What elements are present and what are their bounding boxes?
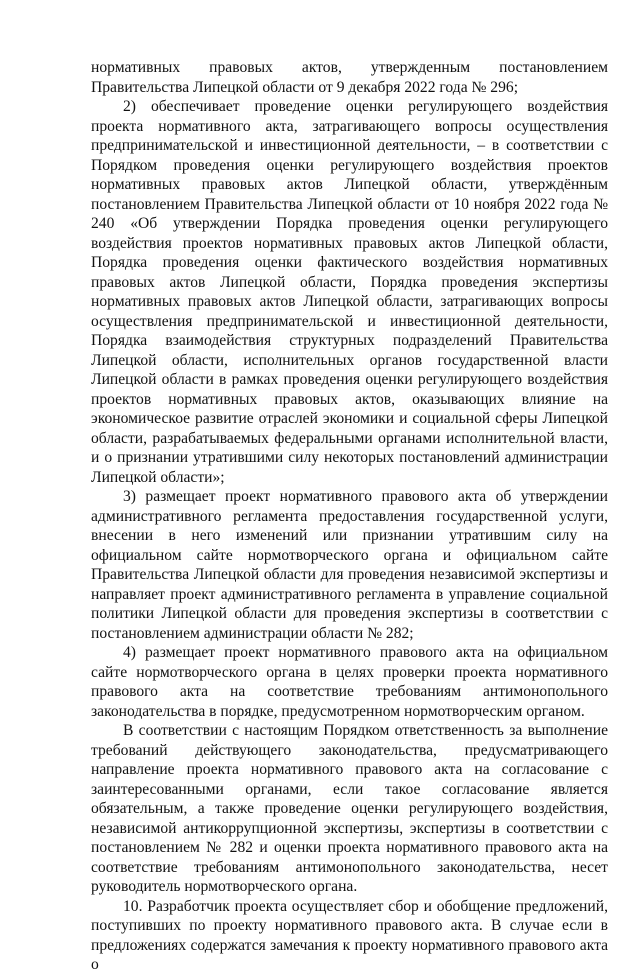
paragraph-item-4: 4) размещает проект нормативного правового акта на официальном сайте нормотворческого органа в целях проверки проекта нормативного правового акта на соответствие требованиям антимонопольного законодательства в порядке, предусмотренном нормотворческим органом. xyxy=(91,644,608,720)
paragraph-10: 10. Разработчик проекта осуществляет сбор и обобщение предложений, поступивших по проекту нормативного правового акта. В случае если в предложениях содержатся замечания к проекту нормативного правового акта о xyxy=(91,897,608,973)
paragraph-item-2: 2) обеспечивает проведение оценки регулирующего воздействия проекта нормативного акта, затрагивающего вопросы осуществления предпринимательской и инвестиционной деятельности, – в соответствии с Порядком проведения оценки регулирующего воздействия проектов нормативных правовых актов Липецкой области, утверждённым постановлением Правительства Липецкой области от 10 ноября 2022 года № 240 «Об утверждении Порядка проведения оценки регулирующего воздействия проектов нормативных правовых актов Липецкой области, Порядка проведения оценки фактического воздействия нормативных правовых актов Липецкой области, Порядка проведения экспертизы нормативных правовых актов Липецкой области, затрагивающих вопросы осуществления предпринимательской и инвестиционной деятельности, Порядка взаимодействия структурных подразделений Правительства Липецкой области, исполнительных органов государственной власти Липецкой области в рамках проведения оценки регулирующего воздействия проектов нормативных правовых актов, оказывающих влияние на экономическое развитие отраслей экономики и социальной сферы Липецкой области, разрабатываемых федеральными органами исполнительной власти, и о признании утратившими силу некоторых постановлений администрации Липецкой области»; xyxy=(91,98,608,486)
paragraph-responsibility: В соответствии с настоящим Порядком ответственность за выполнение требований действующего законодательства, предусматривающего направление проекта нормативного правового акта на согласование с заинтересованными органами, если такое согласование является обязательным, а также проведение оценки регулирующего воздействия, независимой антикоррупционной экспертизы, экспертизы в соответствии с постановлением № 282 и оценки проекта нормативного правового акта на соответствие требованиям антимонопольного законодательства, несет руководитель нормотворческого органа. xyxy=(91,722,608,895)
paragraph-continuation: нормативных правовых актов, утвержденным постановлением Правительства Липецкой области от 9 декабря 2022 года № 296; xyxy=(91,59,608,96)
paragraph-item-3: 3) размещает проект нормативного правового акта об утверждении административного регламента предоставления государственной услуги, внесении в него изменений или признании утратившим силу на официальном сайте нормотворческого органа и официальном сайте Правительства Липецкой области для проведения независимой экспертизы и направляет проект административного регламента в управление социальной политики Липецкой области для проведения экспертизы в соответствии с постановлением администрации области № 282; xyxy=(91,488,608,642)
document-text xyxy=(91,58,608,975)
